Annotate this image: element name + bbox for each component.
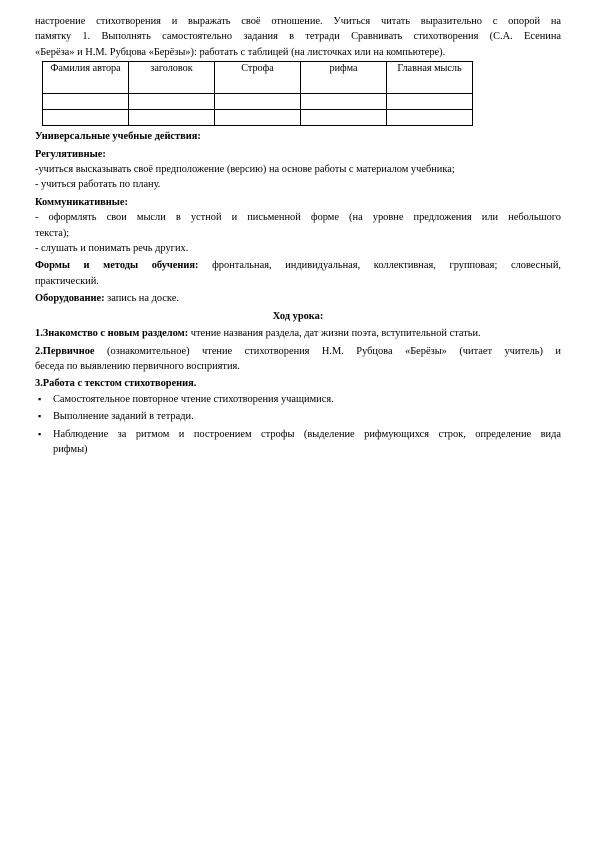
forms-label: Формы и методы обучения: xyxy=(35,260,199,272)
lesson-heading: Ход урока: xyxy=(272,310,324,322)
list-item-text: Самостоятельное повторное чтение стихотворения учащимися. xyxy=(53,393,334,405)
communicative-item-line-2: текста); xyxy=(35,227,70,239)
lesson-step-2-line-1 xyxy=(35,344,561,359)
equipment-label: Оборудование: xyxy=(35,293,105,305)
lesson-step-2-line-2: беседа по выявлению первичного восприятия. xyxy=(35,360,240,372)
table-row xyxy=(43,110,473,126)
table-cell xyxy=(129,110,215,126)
intro-line-1: настроение стихотворения и выражать своё отношение. Учиться читать выразительно с опорой на xyxy=(35,16,561,27)
table-header-cell: Фамилия автора xyxy=(43,62,129,94)
table-cell xyxy=(301,110,387,126)
table-header-row xyxy=(43,62,473,94)
bullet-icon: ▪ xyxy=(38,411,42,422)
lesson-step-3-heading: 3.Работа с текстом стихотворения. xyxy=(35,378,197,390)
list-item xyxy=(35,392,561,407)
equipment-text: запись на доске. xyxy=(104,293,179,305)
table-header-cell: Строфа xyxy=(215,62,301,94)
list-item-text-line-1: Наблюдение за ритмом и построением строфы (выделение рифмующихся строк, определение вида xyxy=(53,428,561,440)
table-row xyxy=(43,94,473,110)
lesson-step-1 xyxy=(35,326,561,341)
forms-paragraph-line-2: практический. xyxy=(35,275,99,287)
table-cell xyxy=(215,94,301,110)
step-2-text: (ознакомительное) чтение стихотворения Н.М. Рубцова «Берёзы» (читает учитель) и xyxy=(94,345,561,357)
table-cell xyxy=(129,94,215,110)
bullet-icon: ▪ xyxy=(38,428,42,439)
step-1-label: 1.Знакомство с новым разделом: xyxy=(35,328,189,340)
table-header-cell: заголовок xyxy=(129,62,215,94)
document-page xyxy=(35,14,561,457)
step-2-label: 2.Первичное xyxy=(35,345,95,357)
table-cell xyxy=(43,94,129,110)
equipment-paragraph xyxy=(35,291,561,306)
list-item xyxy=(35,409,561,424)
intro-line-2: памятку 1. Выполнять самостоятельно задания в тетради Сравнивать стихотворения (С.А. Есенина xyxy=(35,31,561,43)
list-item-text-line-2: рифмы) xyxy=(53,443,88,455)
step-1-text: чтение названия раздела, дат жизни поэта, вступительной статьи. xyxy=(188,328,481,340)
table-cell xyxy=(301,94,387,110)
table-cell xyxy=(43,110,129,126)
comparison-table xyxy=(42,61,473,126)
communicative-heading: Коммуникативные: xyxy=(35,196,128,208)
table-cell xyxy=(387,94,473,110)
communicative-item: - слушать и понимать речь других. xyxy=(35,243,189,255)
table-header-cell: рифма xyxy=(301,62,387,94)
intro-line-3: «Берёза» и Н.М. Рубцова «Берёзы»): работать с таблицей (на листочках или на компьютере). xyxy=(35,46,446,58)
table-header-cell: Главная мысль xyxy=(387,62,473,94)
list-item-text: Выполнение заданий в тетради. xyxy=(53,411,194,423)
uud-heading: Универсальные учебные действия: xyxy=(35,131,201,143)
step-3-list xyxy=(35,392,561,458)
regulatory-item: - учиться работать по плану. xyxy=(35,179,161,191)
forms-text: фронтальная, индивидуальная, коллективная, групповая; словесный, xyxy=(198,260,561,272)
regulatory-heading: Регулятивные: xyxy=(35,148,106,160)
table-cell xyxy=(215,110,301,126)
table-cell xyxy=(387,110,473,126)
bullet-icon: ▪ xyxy=(38,393,42,404)
forms-paragraph-line-1 xyxy=(35,258,561,273)
regulatory-item: -учиться высказывать своё предположение (версию) на основе работы с материалом учебника; xyxy=(35,164,455,176)
communicative-item-line-1: - оформлять свои мысли в устной и письменной форме (на уровне предложения или небольшого xyxy=(35,212,561,224)
list-item xyxy=(35,427,561,458)
